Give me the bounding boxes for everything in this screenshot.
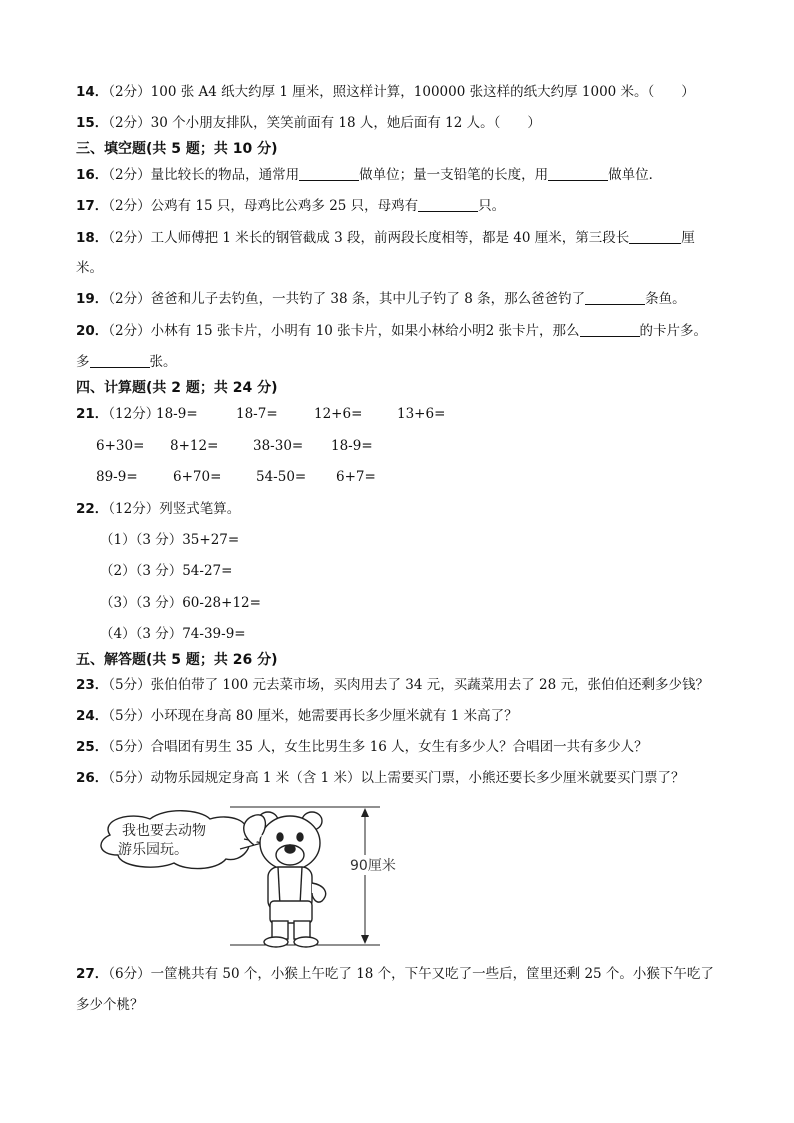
question-text: 张。	[149, 354, 177, 370]
question-text: 条鱼。	[645, 291, 686, 307]
question-text: 30 个小朋友排队，笑笑前面有 18 人，她后面有 12 人。（ ）	[150, 115, 541, 131]
section-heading-calculation: 四、计算题(共 2 题；共 24 分)	[76, 380, 278, 396]
question-25	[76, 738, 648, 756]
question-number: 22．	[76, 501, 109, 517]
question-number: 19．	[76, 291, 109, 307]
question-score: （5分）	[108, 708, 151, 724]
question-text: 厘	[681, 230, 695, 246]
question-22	[76, 500, 240, 518]
answer-blank[interactable]	[548, 166, 608, 181]
question-text: 张伯伯带了 100 元去菜市场，买肉用去了 34 元，买蔬菜用去了 28 元，张伯伯还剩多少钱？	[150, 677, 710, 693]
bubble-text-line-2: 游乐园玩。	[118, 842, 188, 858]
answer-blank[interactable]	[629, 229, 681, 244]
calc-item: 6+7=	[336, 469, 376, 485]
question-text: 只。	[478, 198, 506, 214]
question-number: 20．	[76, 323, 109, 339]
calc-item: 6+30=	[96, 438, 145, 454]
calc-item: 54-50=	[256, 469, 307, 485]
bear-illustration	[244, 812, 326, 947]
question-21	[76, 405, 159, 423]
answer-blank[interactable]	[580, 322, 640, 337]
question-27-continued: 多少个桃？	[76, 997, 144, 1013]
question-text: 工人师傅把 1 米长的钢管截成 3 段，前两段长度相等，都是 40 厘米，第三段长	[150, 230, 630, 246]
question-text: 100 张 A4 纸大约厚 1 厘米，照这样计算，100000 张这样的纸大约厚 1000 米。（ ）	[150, 84, 695, 100]
calc-item: 18-7=	[236, 406, 278, 422]
sub-question: （4）（3 分）74-39-9=	[100, 626, 246, 642]
calc-item: 38-30=	[253, 438, 304, 454]
question-score: （5分）	[108, 770, 151, 786]
question-20-continued	[76, 353, 177, 371]
bubble-text-line-1: 我也要去动物	[122, 823, 206, 839]
question-text: 小环现在身高 80 厘米，她需要再长多少厘米就有 1 米高了？	[150, 708, 518, 724]
question-number: 14．	[76, 84, 109, 100]
question-number: 24．	[76, 708, 109, 724]
sub-question: （2）（3 分）54-27=	[100, 563, 233, 579]
question-number: 16．	[76, 167, 109, 183]
question-number: 23．	[76, 677, 109, 693]
question-score: （2分）	[108, 230, 151, 246]
question-number: 17．	[76, 198, 109, 214]
answer-blank[interactable]	[585, 290, 645, 305]
question-text: 公鸡有 15 只，母鸡比公鸡多 25 只，母鸡有	[150, 198, 419, 214]
question-score: （12分）	[108, 501, 160, 517]
question-score: （5分）	[108, 677, 151, 693]
calc-item: 8+12=	[170, 438, 219, 454]
question-text: 量比较长的物品，通常用	[150, 167, 300, 183]
question-number: 25．	[76, 739, 109, 755]
question-15	[76, 114, 541, 132]
question-score: （6分）	[108, 966, 151, 982]
calc-item: 13+6=	[397, 406, 446, 422]
question-number: 15．	[76, 115, 109, 131]
speech-bubble	[101, 811, 262, 869]
calc-item: 18-9=	[331, 438, 373, 454]
question-number: 26．	[76, 770, 109, 786]
sub-question: （3）（3 分）60-28+12=	[100, 595, 261, 611]
question-score: （2分）	[108, 84, 151, 100]
answer-blank[interactable]	[90, 353, 150, 368]
question-14	[76, 83, 695, 101]
section-heading-word-problems: 五、解答题(共 5 题；共 26 分)	[76, 652, 278, 668]
question-text: 小林有 15 张卡片，小明有 10 张卡片，如果小林给小明2 张卡片，那么	[150, 323, 580, 339]
question-text: 动物乐园规定身高 1 米（含 1 米）以上需要买门票，小熊还要长多少厘米就要买门票了？	[150, 770, 685, 786]
height-label: 90厘米	[350, 858, 396, 874]
question-score: （12分）	[108, 406, 160, 422]
question-16	[76, 166, 662, 184]
calc-item: 6+70=	[173, 469, 222, 485]
question-score: （2分）	[108, 198, 151, 214]
question-18-continued: 米。	[76, 260, 103, 276]
question-text: 列竖式笔算。	[159, 501, 241, 517]
question-20	[76, 322, 707, 340]
question-27	[76, 965, 714, 983]
calc-item: 89-9=	[96, 469, 138, 485]
question-score: （2分）	[108, 115, 151, 131]
question-text: 爸爸和儿子去钓鱼，一共钓了 38 条，其中儿子钓了 8 条，那么爸爸钓了	[150, 291, 586, 307]
question-score: （2分）	[108, 291, 151, 307]
question-number: 27．	[76, 966, 109, 982]
calc-item: 12+6=	[314, 406, 363, 422]
question-text: 合唱团有男生 35 人，女生比男生多 16 人，女生有多少人？合唱团一共有多少人？	[150, 739, 648, 755]
question-score: （2分）	[108, 167, 151, 183]
question-24	[76, 707, 518, 725]
question-26	[76, 769, 684, 787]
question-number: 21．	[76, 406, 109, 422]
question-text: 做单位．	[608, 167, 663, 183]
question-text: 一筐桃共有 50 个，小猴上午吃了 18 个，下午又吃了一些后，筐里还剩 25 个。小猴下午吃了	[150, 966, 714, 982]
question-score: （5分）	[108, 739, 151, 755]
question-text: 做单位；量一支铅笔的长度，用	[359, 167, 549, 183]
calc-item: 18-9=	[156, 406, 198, 422]
bear-height-figure	[90, 805, 420, 950]
answer-blank[interactable]	[299, 166, 359, 181]
section-heading-fill-in: 三、填空题(共 5 题；共 10 分)	[76, 141, 278, 157]
question-score: （2分）	[108, 323, 151, 339]
sub-question: （1）（3 分）35+27=	[100, 532, 240, 548]
question-18	[76, 229, 695, 247]
question-19	[76, 290, 686, 308]
question-23	[76, 676, 709, 694]
question-text: 多	[76, 354, 90, 370]
question-number: 18．	[76, 230, 109, 246]
question-text: 的卡片多。	[639, 323, 708, 339]
answer-blank[interactable]	[418, 197, 478, 212]
question-17	[76, 197, 505, 215]
